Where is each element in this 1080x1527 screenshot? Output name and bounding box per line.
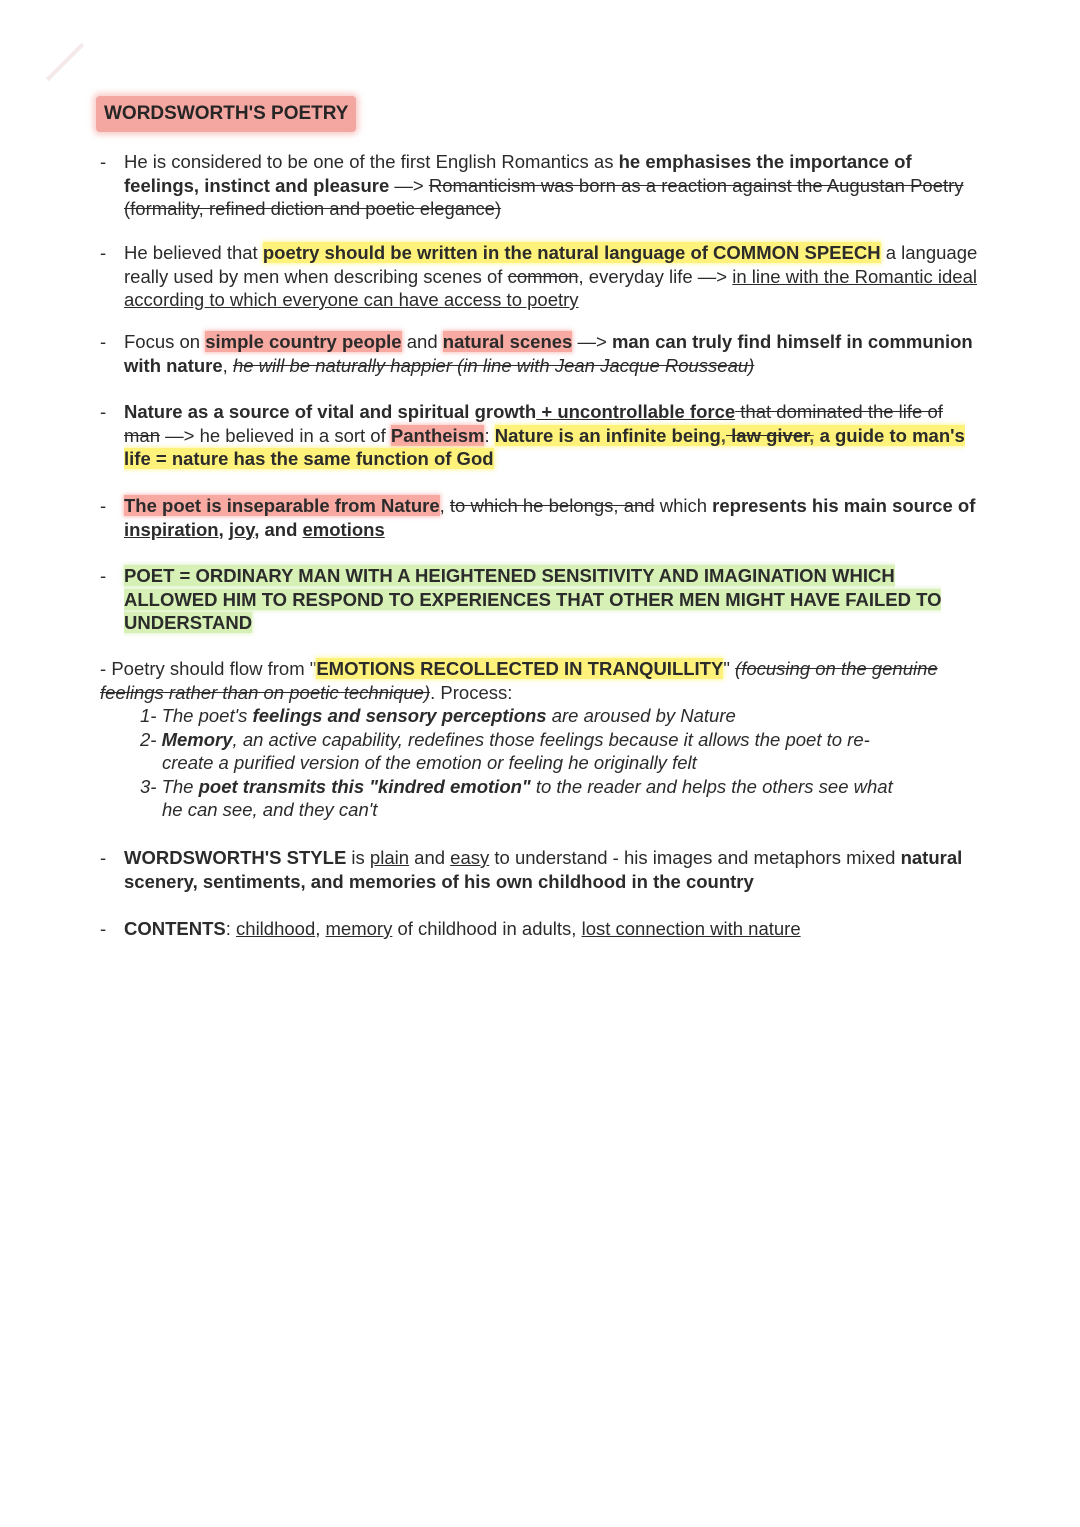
note-item-pantheism: [100, 400, 980, 471]
pen-mark: [46, 43, 84, 81]
bullet-dash: -: [100, 565, 107, 586]
process-step-1: 1- The poet's feelings and sensory perceptions are aroused by Nature: [140, 705, 736, 726]
bullet-dash: -: [100, 495, 107, 516]
bullet-dash: -: [100, 847, 107, 868]
note-item-country-people: [100, 330, 980, 377]
note-text: CONTENTS: childhood, memory of childhood in adults, lost connection with nature: [124, 918, 801, 939]
note-text: He believed that poetry should be written in the natural language of COMMON SPEECH a language really used by men when describing scenes of common, everyday life —> in line with the Romantic ideal according to which everyone can have access to poetry: [124, 242, 978, 310]
bullet-dash: -: [100, 918, 107, 939]
note-item-common-speech: [100, 241, 980, 312]
note-item-poet-definition: [100, 564, 980, 635]
note-item-inseparable: [100, 494, 980, 541]
bullet-dash: -: [100, 331, 107, 352]
process-step-2: 2- Memory, an active capability, redefines those feelings because it allows the poet to re-: [140, 728, 870, 750]
bullet-dash: -: [100, 151, 107, 172]
note-text: The poet is inseparable from Nature, to which he belongs, and which represents his main source of inspiration, joy, and emotions: [124, 495, 976, 540]
note-text: - Poetry should flow from "EMOTIONS RECOLLECTED IN TRANQUILLITY" (focusing on the genuine feelings rather than on poetic technique). Process:: [100, 658, 938, 703]
bullet-dash: -: [100, 242, 107, 263]
note-text: POET = ORDINARY MAN WITH A HEIGHTENED SENSITIVITY AND IMAGINATION WHICH ALLOWED HIM TO RESPOND TO EXPERIENCES THAT OTHER MEN MIGHT HAVE FAILED TO UNDERSTAND: [124, 565, 942, 633]
note-text: WORDSWORTH'S STYLE is plain and easy to understand - his images and metaphors mixed natural scenery, sentiments, and memories of his own childhood in the country: [124, 847, 963, 892]
note-item-style: [100, 846, 980, 893]
process-step-3-cont: he can see, and they can't: [162, 799, 378, 820]
note-item-contents: [100, 917, 980, 941]
note-item-process: [100, 657, 980, 822]
page-title: WORDSWORTH'S POETRY: [96, 96, 356, 132]
note-text: He is considered to be one of the first English Romantics as he emphasises the importance of feelings, instinct and pleasure —> Romanticism was born as a reaction against the Augustan Poetry (formality, refined diction and poetic elegance): [124, 151, 964, 219]
bullet-dash: -: [100, 401, 107, 422]
note-item-romantics: [100, 150, 980, 221]
process-step-3: 3- The poet transmits this "kindred emotion" to the reader and helps the others see what: [140, 775, 893, 797]
note-text: Focus on simple country people and natural scenes —> man can truly find himself in communion with nature, he will be naturally happier (in line with Jean Jacque Rousseau): [124, 331, 973, 376]
process-step-2-cont: create a purified version of the emotion or feeling he originally felt: [162, 752, 697, 773]
note-text: Nature as a source of vital and spiritual growth + uncontrollable force that dominated the life of man —> he believed in a sort of Pantheism: Nature is an infinite being, law giver, a guide to man's life = nature has the same function of God: [124, 401, 965, 469]
